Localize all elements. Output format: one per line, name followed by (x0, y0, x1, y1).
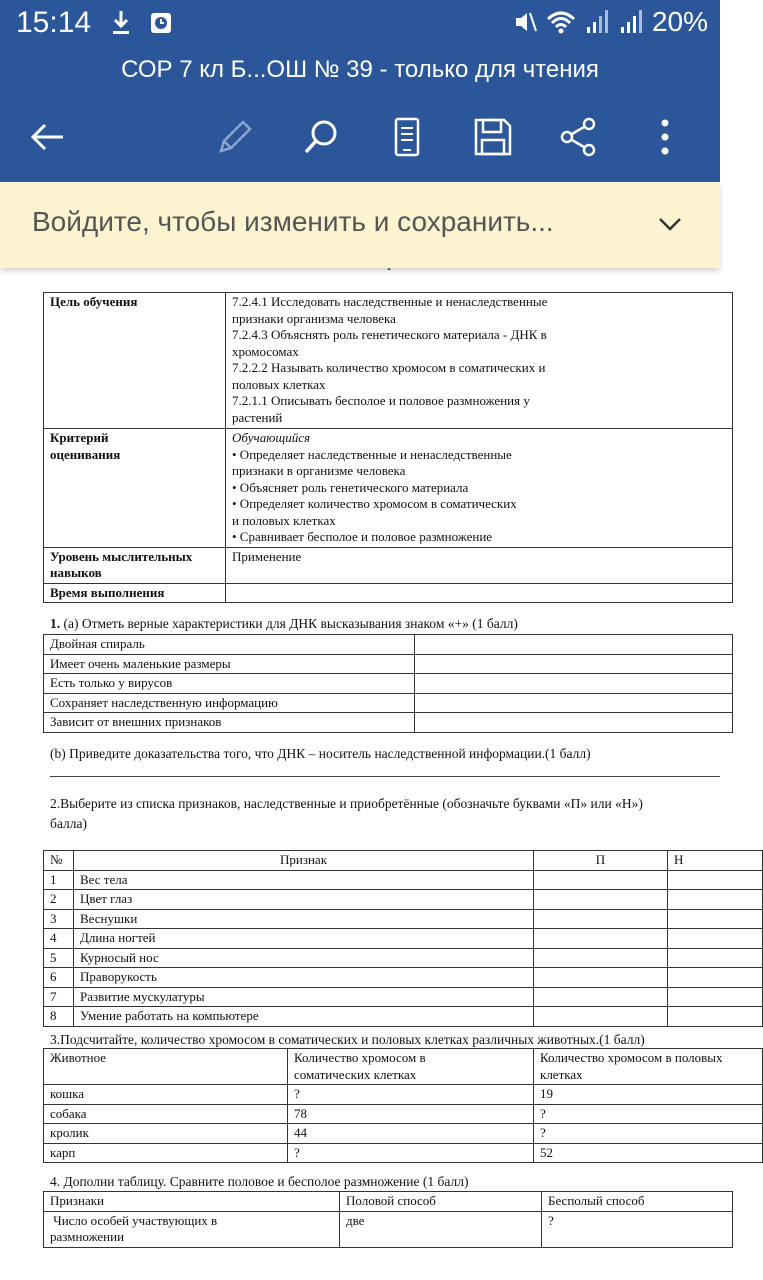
q1-row-label: Зависит от внешних признаков (44, 713, 415, 733)
level-value: Применение (226, 547, 733, 583)
row-label (44, 1211, 340, 1247)
somatic-count: ? (288, 1085, 534, 1105)
answer-cell[interactable] (534, 968, 668, 988)
sex-count: 19 (534, 1085, 763, 1105)
row-num: 4 (44, 929, 74, 949)
answer-cell[interactable] (415, 635, 733, 655)
mobile-view-button[interactable] (382, 112, 432, 162)
col-header: Половой способ (340, 1192, 542, 1212)
table-row (44, 909, 763, 929)
col-header: Признак (74, 851, 534, 871)
row-num: 6 (44, 968, 74, 988)
somatic-count: 44 (288, 1124, 534, 1144)
table-header (44, 851, 763, 871)
chevron-down-icon[interactable] (656, 210, 684, 238)
edit-button[interactable] (210, 112, 260, 162)
answer-cell[interactable] (668, 909, 763, 929)
col-header-line: Количество хромосом в (294, 1050, 426, 1065)
table-row (44, 948, 763, 968)
share-button[interactable] (554, 112, 604, 162)
answer-cell[interactable] (415, 713, 733, 733)
table-row (44, 1007, 763, 1027)
q1-row-label: Имеет очень маленькие размеры (44, 654, 415, 674)
q1-row-label: Двойная спираль (44, 635, 415, 655)
mute-icon (512, 7, 538, 37)
table-row (44, 1104, 763, 1124)
answer-cell[interactable] (668, 1007, 763, 1027)
trait: Праворукость (74, 968, 534, 988)
table-row (44, 674, 733, 694)
answer-cell[interactable] (534, 909, 668, 929)
table-row (44, 890, 763, 910)
answer-line[interactable] (50, 776, 720, 777)
row-num: 3 (44, 909, 74, 929)
table-row (44, 1085, 763, 1105)
more-options-button[interactable] (640, 112, 690, 162)
sexual-value: две (340, 1211, 542, 1247)
trait: Развитие мускулатуры (74, 987, 534, 1007)
info-table (43, 292, 733, 603)
answer-cell[interactable] (534, 948, 668, 968)
goal-line: признаки организма человека (232, 310, 396, 326)
criteria-intro: Обучающийся (232, 430, 311, 445)
back-arrow-icon (27, 117, 67, 157)
col-header: Бесполый способ (542, 1192, 733, 1212)
col-header (534, 1049, 763, 1085)
q2-table (43, 850, 763, 1027)
document-page[interactable] (0, 268, 723, 1280)
search-button[interactable] (296, 112, 346, 162)
toolbar (0, 96, 720, 182)
q4-text: 4. Дополни таблицу. Сравните половое и бесполое размножение (1 балл) (50, 1174, 469, 1189)
table-row (44, 929, 763, 949)
q4-table (43, 1191, 733, 1248)
q1-row-label: Есть только у вирусов (44, 674, 415, 694)
col-header-line: Количество хромосом в половых (540, 1050, 723, 1065)
q2-text-2: балла) (50, 816, 87, 831)
table-row (44, 635, 733, 655)
goal-line: 7.2.2.2 Называть количество хромосом в соматических и (232, 360, 546, 375)
col-header: Животное (44, 1049, 288, 1085)
trait: Вес тела (74, 870, 534, 890)
q3-text: 3.Подсчитайте, количество хромосом в соматических и половых клетках различных животных.(1 балл) (50, 1032, 645, 1047)
row-num: 1 (44, 870, 74, 890)
criteria-cell (226, 429, 733, 548)
trait: Умение работать на компьютере (74, 1007, 534, 1027)
trait: Длина ногтей (74, 929, 534, 949)
level-label-line: Уровень мыслительных (50, 548, 193, 564)
sex-count: ? (534, 1124, 763, 1144)
criteria-label (44, 429, 226, 548)
goal-line: 7.2.1.1 Описывать бесполое и половое размножения у (232, 393, 530, 408)
table-row (44, 654, 733, 674)
q1-number: 1. (50, 616, 61, 631)
criteria-line: и половых клетках (232, 512, 336, 528)
answer-cell[interactable] (534, 870, 668, 890)
row-num: 2 (44, 890, 74, 910)
criteria-label-line: Критерий (50, 430, 109, 445)
goal-line: 7.2.4.3 Объяснять роль генетического материала - ДНК в (232, 327, 547, 342)
criteria-line: • Определяет наследственные и ненаследственные (232, 446, 512, 462)
q1-question: (a) Отметь верные характеристики для ДНК высказывания знаком «+» (1 балл) (60, 616, 518, 631)
q1-text (50, 616, 518, 632)
table-header (44, 1192, 733, 1212)
back-button[interactable] (22, 112, 72, 162)
table-row (44, 1124, 763, 1144)
somatic-count: 78 (288, 1104, 534, 1124)
goal-line: 7.2.4.1 Исследовать наследственные и ненаследственные (232, 294, 548, 309)
criteria-line: • Сравнивает бесполое и половое размножение (232, 529, 493, 544)
col-header-line: клетках (540, 1066, 583, 1082)
goal-cell (226, 293, 733, 429)
row-num: 8 (44, 1007, 74, 1027)
q1-row-label: Сохраняет наследственную информацию (44, 693, 415, 713)
sex-count: ? (534, 1104, 763, 1124)
trait: Курносый нос (74, 948, 534, 968)
goal-line: половых клетках (232, 376, 326, 392)
level-label-line: навыков (50, 565, 102, 580)
col-header-line: соматических клетках (294, 1066, 417, 1082)
q2-text-1: 2.Выберите из списка признаков, наследственные и приобретённые (обозначьте буквами «П» или «Н») (50, 796, 643, 811)
col-header (288, 1049, 534, 1085)
sex-count: 52 (534, 1143, 763, 1163)
answer-cell[interactable] (415, 693, 733, 713)
search-icon (299, 115, 343, 159)
goal-line: хромосомах (232, 343, 299, 359)
row-label-line: размножении (50, 1229, 125, 1244)
col-header: Н (668, 851, 763, 871)
table-row (44, 968, 763, 988)
goal-line: растений (232, 409, 283, 425)
time-label: Время выполнения (44, 583, 226, 603)
answer-cell[interactable] (534, 929, 668, 949)
save-icon (471, 115, 515, 159)
criteria-label-line: оценивания (50, 446, 121, 462)
row-num: 7 (44, 987, 74, 1007)
answer-cell[interactable] (668, 948, 763, 968)
criteria-line: • Объясняет роль генетического материала (232, 479, 469, 495)
table-row (44, 870, 763, 890)
answer-cell[interactable] (668, 890, 763, 910)
table-row (44, 1143, 763, 1163)
criteria-line: • Определяет количество хромосом в соматических (232, 496, 517, 511)
level-label (44, 547, 226, 583)
signin-banner[interactable] (0, 182, 720, 268)
animal: карп (44, 1143, 288, 1163)
animal: кошка (44, 1085, 288, 1105)
battery-percent: 20% (651, 6, 708, 37)
row-label-line: Число особей участвующих в (50, 1212, 218, 1228)
answer-cell[interactable] (415, 674, 733, 694)
pencil-icon (213, 115, 257, 159)
mobile-view-icon (385, 115, 429, 159)
asexual-value: ? (542, 1211, 733, 1247)
col-header: Признаки (44, 1192, 340, 1212)
col-header: № (44, 851, 74, 871)
table-row (44, 713, 733, 733)
answer-cell[interactable] (415, 654, 733, 674)
goal-label: Цель обучения (44, 293, 226, 429)
answer-cell[interactable] (534, 890, 668, 910)
status-time: 15:14 (16, 6, 92, 39)
answer-cell[interactable] (668, 929, 763, 949)
more-vert-icon (643, 115, 687, 159)
table-row (44, 1211, 733, 1247)
trait: Цвет глаз (74, 890, 534, 910)
q1-table (43, 634, 733, 733)
answer-cell[interactable] (534, 1007, 668, 1027)
criteria-line: признаки в организме человека (232, 463, 406, 478)
answer-cell[interactable] (668, 968, 763, 988)
table-row (44, 987, 763, 1007)
q3-table (43, 1048, 763, 1163)
signin-message: Войдите, чтобы изменить и сохранить... (32, 206, 554, 237)
time-value (226, 583, 733, 603)
answer-cell[interactable] (668, 987, 763, 1007)
answer-cell[interactable] (534, 987, 668, 1007)
save-button[interactable] (468, 112, 518, 162)
signal-2-icon (618, 7, 644, 37)
download-icon (108, 8, 134, 38)
q1b-text: (b) Приведите доказательства того, что ДНК – носитель наследственной информации.(1 балл) (50, 746, 591, 761)
signal-icon (584, 7, 610, 37)
col-header: П (534, 851, 668, 871)
share-icon (557, 115, 601, 159)
somatic-count: ? (288, 1143, 534, 1163)
answer-cell[interactable] (668, 870, 763, 890)
wifi-icon (546, 7, 576, 37)
row-num: 5 (44, 948, 74, 968)
table-row (44, 693, 733, 713)
table-header (44, 1049, 763, 1085)
animal: собака (44, 1104, 288, 1124)
trait: Веснушки (74, 909, 534, 929)
status-bar (0, 0, 720, 48)
animal: кролик (44, 1124, 288, 1144)
document-title: СОР 7 кл Б...ОШ № 39 - только для чтения (0, 48, 720, 96)
alarm-icon (148, 8, 174, 38)
